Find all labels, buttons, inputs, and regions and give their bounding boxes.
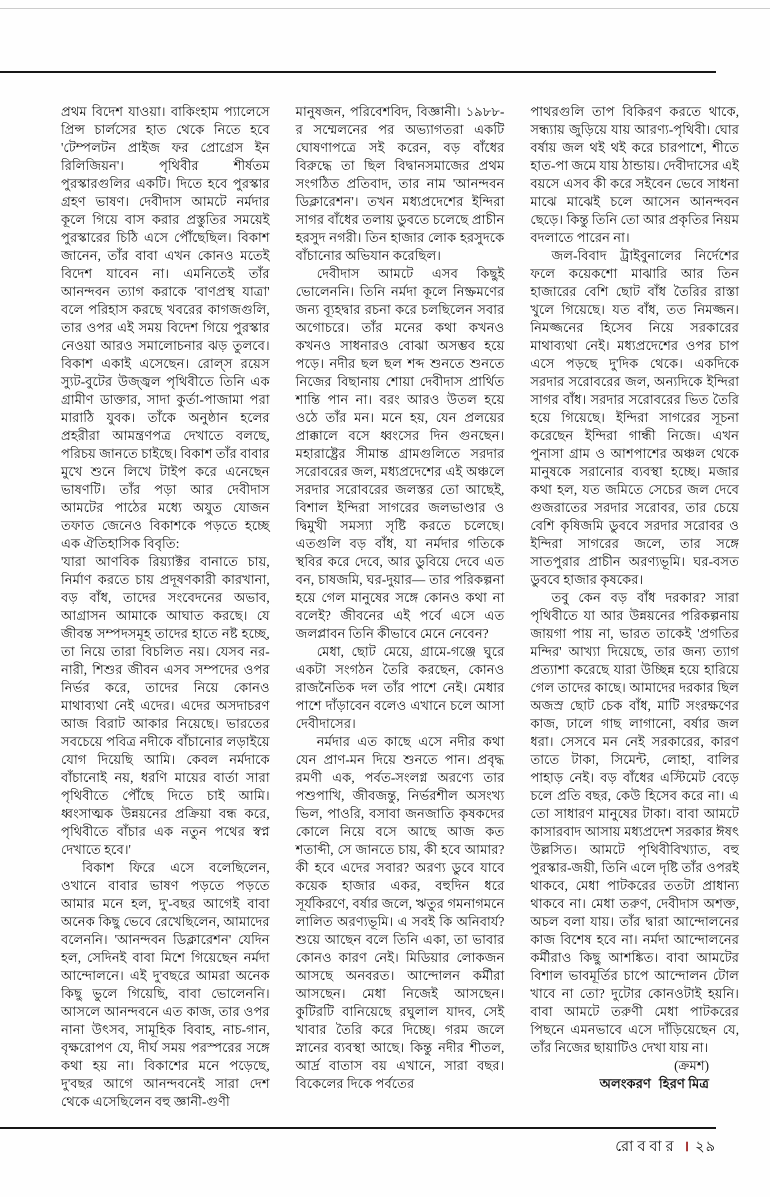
continued-marker: (ক্রমশ) xyxy=(674,1058,710,1073)
page-number: ২৯ xyxy=(695,1139,716,1155)
article-body xyxy=(61,103,739,1111)
paragraph: তবু কেন বড় বাঁধ দরকার? সারা পৃথিবীতে যা আর উন্নয়নের পরিকল্পনায় জায়গা পায় না, ভারত তাকেই 'প্রগতির মন্দির' আখ্যা দিয়েছে, তার জন্য ত্যাগ প্রত্যাশা করেছে যারা উচ্ছিন্ন হয়ে হারিয়ে গেল তাদের কাছে। আমাদের দরকার ছিল অজস্র ছোট চেক বাঁধ, মাটি সংরক্ষণের কাজ, ঢালে গাছ লাগানো, বর্ষার জল ধরা। সেসবে মন নেই সরকারের, কারণ তাতে টাকা, সিমেন্ট, লোহা, বালির পাহাড় নেই। বড় বাঁধের এস্টিমেট বেড়ে চলে প্রতি বছর, কেউ হিসেব করে না। এ তো সাধারণ মানুষের টাকা। বাবা আমটে কাসারবাদ আসায় মধ্যপ্রদেশ সরকার ঈষৎ উল্লসিত। আমটে পৃথিবীবিখ্যাত, বহু পুরস্কার-জয়ী, তিনি এলে দৃষ্টি তাঁর ওপরই থাকবে, মেধা পাটকরের ততটা প্রাধান্য থাকবে না। মেধা তরুণ, দেবীদাস অশক্ত, অচল বলা যায়। তাঁর দ্বারা আন্দোলনের কাজ বিশেষ হবে না। নর্মদা আন্দোলনের কর্মীরাও কিছু আশঙ্কিত। বাবা আমটের বিশাল ভাবমূর্তির চাপে আন্দোলন টোল খাবে না তো? দুটোর কোনওটাই হয়নি। বাবা আমটে তরুণী মেধা পাটকরের পিছনে এমনভাবে এসে দাঁড়িয়েছেন যে, তাঁর নিজের ছায়াটিও দেখা যায় না। xyxy=(530,590,740,1055)
publication-name: রোববার xyxy=(615,1139,678,1155)
paragraph: দেবীদাস আমটে এসব কিছুই ভোলেননি। তিনি নর্মদা কূলে নিষ্ক্রমণের জন্য ব্যূহদ্বার রচনা করে চলছিলেন সবার অগোচরে। তাঁর মনের কথা কখনও কখনও সাধনারও বোঝা অসম্ভব হয়ে পড়ে। নদীর ছল ছল শব্দ শুনতে শুনতে নিজের বিছানায় শোয়া দেবীদাস প্রার্থিত শান্তি পান না। বরং আরও উতল হয়ে ওঠে তাঁর মন। মনে হয়, যেন প্রলয়ের প্রাক্কালে বসে ধ্বংসের দিন গুনছেন। মহারাষ্ট্রের সীমান্ত গ্রামগুলিতে সরদার সরোবরের জল, মধ্যপ্রদেশের এই অঞ্চলে সরদার সরোবরের জলস্তর তো আছেই, বিশাল ইন্দিরা সাগরের জলভাণ্ডার ও দ্বিমুখী সমস্যা সৃষ্টি করতে চলেছে। এতগুলি বড় বাঁধ, যা নর্মদার গতিকে স্থবির করে দেবে, আর ডুবিয়ে দেবে এত বন, চাষজমি, ঘর-দুয়ার— তার পরিকল্পনা হয়ে গেল মানুষের সঙ্গে কোনও কথা না বলেই? জীবনের এই পর্বে এসে এত জলপ্লাবন তিনি কীভাবে মেনে নেবেন? xyxy=(295,266,505,641)
text-column-2 xyxy=(296,103,505,1111)
article-signoff xyxy=(530,1057,739,1093)
paragraph: বিকাশ ফিরে এসে বলেছিলেন, ওখানে বাবার ভাষণ পড়তে পড়তে আমার মনে হল, দু'-বছর আগেই বাবা অনেক কিছু ভেবে রেখেছিলেন, আমাদের বলেননি। 'আনন্দবন ডিক্লারেশন' যেদিন হল, সেদিনই বাবা মিশে গিয়েছেন নর্মদা আন্দোলনে। এই দু'বছরে আমরা অনেক কিছু ভুলে গিয়েছি, বাবা ভোলেননি। আসলে আনন্দবনে এত কাজ, তার ওপর নানা উৎসব, সামূহিক বিবাহ, নাচ-গান, বৃক্ষরোপণ যে, দীর্ঘ সময় পরস্পরের সঙ্গে কথা হয় না। বিকাশের মনে পড়েছে, দু'বছর আগে আনন্দবনেই সারা দেশ থেকে এসেছিলেন বহু জ্ঞানী-গুণী xyxy=(61,860,270,1109)
paragraph: পাথরগুলি তাপ বিকিরণ করতে থাকে, সন্ধ্যায় জুড়িয়ে যায় আরণ্য-পৃথিবী। ঘোর বর্ষায় জল থই থই করে চারপাশে, শীতে হাত-পা জমে যায় ঠান্ডায়। দেবীদাসের এই বয়সে এসব কী করে সইবেন ভেবে সাধনা মাঝে মাঝেই চলে আসেন আনন্দবন ছেড়ে। কিন্তু তিনি তো আর প্রকৃতির নিয়ম বদলাতে পারেন না। xyxy=(530,104,740,245)
illustration-credit-name: হিরণ মিত্র xyxy=(659,1076,710,1091)
paragraph: মানুষজন, পরিবেশবিদ, বিজ্ঞানী। ১৯৮৮-র সম্মেলনের পর অভ্যাগতরা একটি ঘোষণাপত্রে সই করেন, বড় বাঁধের বিরুদ্ধে তা ছিল বিদ্বানসমাজের প্রথম সংগঠিত প্রতিবাদ, তার নাম 'আনন্দবন ডিক্লারেশন'। তখন মধ্যপ্রদেশের ইন্দিরা সাগর বাঁধের তলায় ডুবতে চলেছে প্রাচীন হরসুদ নগরী। তিন হাজার লোক হরসুদকে বাঁচানোর অভিযান করেছিল। xyxy=(295,104,505,263)
illustration-credit-label: অলংকরণ xyxy=(599,1076,651,1091)
bottom-rule xyxy=(0,1127,716,1129)
paragraph: 'যারা আণবিক রিয়্যাক্টর বানাতে চায়, নির্মাণ করতে চায় প্রদূষণকারী কারখানা, বড় বাঁধ, তাদের সংবেদনের অভাব, আগ্রাসন আমাকে আঘাত করছে। যে জীবন্ত সম্পদসমূহ তাদের হাতে নষ্ট হচ্ছে, তা নিয়ে তারা বিচলিত নয়। যেসব নর-নারী, শিশুর জীবন এসব সম্পদের ওপর নির্ভর করে, তাদের নিয়ে কোনও মাথাব্যথা নেই এদের। এদের অসদাচরণ আজ বিরাট আকার নিয়েছে। ভারতের সবচেয়ে পবিত্র নদীকে বাঁচানোর লড়াইয়ে যোগ দিয়েছি আমি। কেবল নর্মদাকে বাঁচানোই নয়, ধরণি মায়ের বার্তা সারা পৃথিবীতে পৌঁছে দিতে চাই আমি। ধ্বংসাত্মক উন্নয়নের প্রক্রিয়া বন্ধ করে, পৃথিবীতে বাঁচার এক নতুন পথের স্বপ্ন দেখাতে হবে।' xyxy=(61,554,270,857)
footer-separator: । xyxy=(683,1139,690,1155)
page-footer xyxy=(300,1136,716,1160)
top-black-rule xyxy=(0,71,716,73)
text-column-3 xyxy=(530,103,739,1111)
top-light-rule xyxy=(0,8,770,9)
illustration-credit xyxy=(530,1075,709,1093)
paragraph: জল-বিবাদ ট্রাইবুনালের নির্দেশের ফলে কয়েকশো মাঝারি আর তিন হাজারের বেশি ছোট বাঁধ তৈরির রাস্তা খুলে গিয়েছে। যত বাঁধ, তত নিমজ্জন। নিমজ্জনের হিসেব নিয়ে সরকারের মাথাব্যথা নেই। মধ্যপ্রদেশের ওপর চাপ এসে পড়ছে দু'দিক থেকে। একদিকে সরদার সরোবরের জল, অন্যদিকে ইন্দিরা সাগর বাঁধ। সরদার সরোবরের ভিত তৈরি হয়ে গিয়েছে। ইন্দিরা সাগরের সূচনা করেছেন ইন্দিরা গান্ধী নিজে। এখন পুনাসা গ্রাম ও আশপাশের অঞ্চল থেকে মানুষকে সরানোর ব্যবস্থা হচ্ছে। মজার কথা হল, যত জমিতে সেচের জল দেবে গুজরাতের সরদার সরোবর, তার চেয়ে বেশি কৃষিজমি ডুববে সরদার সরোবর ও ইন্দিরা সাগরের জলে, তার সঙ্গে সাতপুরার প্রাচীন অরণ্যভূমি। ঘর-বসত ডুববে হাজার কৃষকের। xyxy=(530,248,740,587)
text-column-1 xyxy=(61,103,270,1111)
paragraph: প্রথম বিদেশ যাওয়া। বাকিংহাম প্যালেসে প্রিন্স চার্লসের হাত থেকে নিতে হবে 'টেম্পলটন প্রাইজ ফর প্রোগ্রেস ইন রিলিজিয়ন'। পৃথিবীর শীর্ষতম পুরস্কারগুলির একটি। দিতে হবে পুরস্কার গ্রহণ ভাষণ। দেবীদাস আমটে নর্মদার কূলে গিয়ে বাস করার প্রস্তুতির সময়েই পুরস্কারের চিঠি এসে পৌঁছেছিল। বিকাশ জানেন, তাঁর বাবা এখন কোনও মতেই বিদেশ যাবেন না। এমনিতেই তাঁর আনন্দবন ত্যাগ করাকে 'বাণপ্রস্থ যাত্রা' বলে পরিহাস করছে খবরের কাগজগুলি, তার ওপর এই সময় বিদেশ গিয়ে পুরস্কার নেওয়া আরও সমালোচনার ঝড় তুলবে। বিকাশ একাই এসেছেন। রোল্‌স রয়েস স্যুট-বুটের উজ্জ্বল পৃথিবীতে তিনি এক গ্রামীণ ডাক্তার, সাদা কুর্তা-পাজামা পরা মারাঠি যুবক। তাঁকে অনুষ্ঠান হলের প্রহরীরা আমন্ত্রণপত্র দেখাতে বলছে, পরিচয় জানতে চাইছে। বিকাশ তাঁর বাবার মুখে শুনে লিখে টাইপ করে এনেছেন ভাষণটি। তাঁর পড়া আর দেবীদাস আমটের পাঠের মধ্যে অযুত যোজন তফাত জেনেও বিকাশকে পড়তে হচ্ছে এক ঐতিহাসিক বিবৃতি: xyxy=(61,104,270,551)
paragraph: মেধা, ছোট মেয়ে, গ্রামে-গঞ্জে ঘুরে একটা সংগঠন তৈরি করছেন, কোনও রাজনৈতিক দল তাঁর পাশে নেই। মেধার পাশে দাঁড়াবেন বলেও এখানে চলে আসা দেবীদাসের। xyxy=(295,644,505,731)
paragraph: নর্মদার এত কাছে এসে নদীর কথা যেন প্রাণ-মন দিয়ে শুনতে পান। প্রবৃদ্ধ রমণী এক, পর্বত-সংলগ্ন অরণ্যে তার পশুপাখি, জীবজন্তু, নির্ভরশীল অসংখ্য ভিল, পাওরি, বসাবা জনজাতি কৃষকদের কোলে নিয়ে বসে আছে আজ কত শতাব্দী, সে জানতে চায়, কী হবে আমার? কী হবে এদের সবার? অরণ্য ডুবে যাবে কয়েক হাজার একর, বহুদিন ধরে সূর্যকিরণে, বর্ষার জলে, ঋতুর গমনাগমনে লালিত অরণ্যভূমি। এ সবই কি অনিবার্য? শুয়ে আছেন বলে তিনি একা, তা ভাবার কোনও কারণ নেই। মিডিয়ার লোকজন আসছে অনবরত। আন্দোলন কর্মীরা আসছেন। মেধা নিজেই আসছেন। কুটিরটি বানিয়েছে রঘুলাল যাদব, সেই খাবার তৈরি করে দিচ্ছে। গরম জলে স্নানের ব্যবস্থা আছে। কিন্তু নদীর শীতল, আর্দ্র বাতাস বয় এখানে, সারা বছর। বিকেলের দিকে পর্বতের xyxy=(295,734,505,1091)
